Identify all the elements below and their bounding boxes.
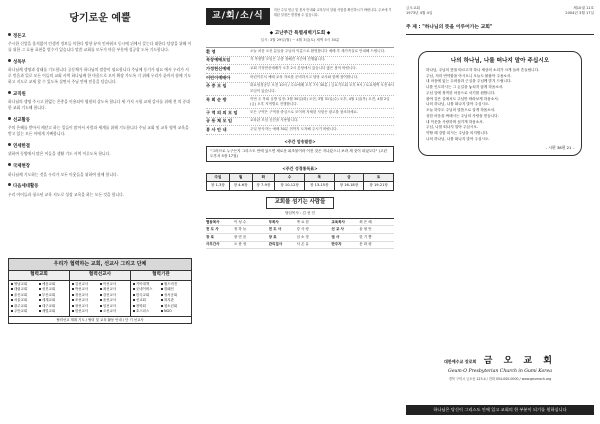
checkbox-icon: [72, 288, 74, 290]
prayer-group: [8, 91, 192, 111]
issue-left: [406, 6, 432, 17]
mission-item: [72, 309, 100, 314]
checkbox-icon: [100, 294, 102, 296]
news-list: [206, 47, 394, 135]
mission-item-label: 대구교회: [42, 303, 56, 308]
checkbox-icon: [100, 288, 102, 290]
mission-item-label: 장학회: [136, 303, 146, 308]
checkbox-icon: [39, 288, 41, 290]
prayer-group-heading-text: 정돈고: [13, 33, 26, 39]
mission-column-items: [131, 281, 191, 316]
prayer-groups: [8, 33, 192, 198]
checkbox-icon: [100, 305, 102, 307]
prayer-group-heading: [8, 117, 192, 124]
staff-role: 장 로: [268, 234, 277, 239]
mission-item-label: 박선교사: [75, 287, 89, 292]
news-text: 이번 주 목회 심방 일정: 3월 30일(화) 오전, 3월 31일(수) 오후, 4월 1일(목) 오전, 4월 2일(금) 오후 지역별로 진행합니다.: [250, 96, 390, 106]
mission-item-label: 조선교사: [75, 298, 89, 303]
event-sub: 일시: 3월 29일(월) ~ 4월 3일(토) 새벽 5시 30분: [260, 37, 340, 42]
news-label: 봉 사 안 내: [206, 127, 227, 133]
staff-header: [206, 197, 394, 209]
church-short-name: 금오교회: [406, 6, 420, 10]
mission-footer: 협력선교 계획 기도 / 협력 및 교육 활동 안내 / 단 기 선교사: [9, 316, 191, 324]
schedule-reading: 창 4-6장: [229, 182, 252, 190]
news-header: [206, 8, 394, 25]
mission-item-label: 컴패션: [164, 287, 174, 292]
news-text: 화요성경공부 오전 10시 / 수요예배 오후 7시 30분 / 금요기도회 오후 9시 / 토요새벽 오전 6시 모임이 있습니다.: [250, 83, 395, 93]
staff-name: 오 충 성: [233, 242, 247, 247]
devotion-title: 나의 하나님, 나를 떠나지 말아 주십시오: [450, 57, 550, 64]
prayer-group-heading-text: 교직원: [13, 91, 26, 97]
mission-item-label: 예음교회: [42, 281, 56, 286]
volume-number: 제10권 11호: [573, 6, 594, 10]
mission-item: [100, 309, 128, 314]
mission-item: [133, 309, 161, 314]
checkbox-icon: [72, 294, 74, 296]
theme-line: 주 제 : "하나님의 뜻을 이루어가는 교회": [406, 25, 594, 35]
devotion-line: 상한 마음을 싸매시는 주님의 사랑을 믿습니다.: [426, 113, 499, 118]
prayer-group-heading-text: 선교활동: [13, 117, 30, 123]
checkbox-icon: [72, 305, 74, 307]
cover-column: [400, 0, 600, 424]
prayer-group-text: 우리 아이들과 청소년 교육 지도로 성장 교육을 하는 모든 것을 합니다.: [8, 191, 124, 197]
mission-item-label: 굿네이버스: [136, 287, 153, 292]
checkbox-icon: [100, 310, 102, 312]
mission-column: [131, 271, 191, 315]
checkbox-icon: [11, 305, 13, 307]
checkbox-icon: [11, 288, 13, 290]
news-row: [206, 74, 394, 83]
mission-box: [8, 258, 192, 324]
mission-item-label: 청소년회: [164, 303, 178, 308]
news-row: [206, 118, 394, 127]
checkbox-icon: [100, 283, 102, 285]
issue-date: 2004년 3월 17일: [565, 11, 594, 16]
checkbox-icon: [39, 299, 41, 301]
news-row: [206, 96, 394, 109]
prayer-group-heading-text: 국제현장: [13, 164, 30, 170]
church-block: [406, 355, 594, 381]
staff-name: 정 하 늘: [233, 227, 247, 232]
mission-column-title: 협력교회: [9, 271, 69, 281]
checkbox-icon: [72, 299, 74, 301]
staff-role: 장 로: [206, 234, 214, 239]
checkbox-icon: [161, 294, 163, 296]
mission-item: [161, 309, 189, 314]
mission-item-label: 이선교사: [103, 281, 117, 286]
church-name-line: [406, 355, 594, 368]
news-label: 가정헌신예배: [206, 66, 231, 72]
denomination: 대한예수교 장로회: [444, 359, 477, 364]
schedule-day: 주일: [207, 174, 230, 182]
prayer-group: [8, 183, 192, 197]
staff-name: 문 화 평: [359, 242, 372, 247]
prayer-group-heading-text: 성목부: [13, 59, 26, 65]
staff-name: 강 사 랑: [296, 227, 309, 232]
mission-item-label: 오선교사: [103, 309, 117, 314]
staff-row: [206, 242, 394, 250]
prayer-group-heading-text: 연세한결: [13, 143, 30, 149]
news-label: 목 회 순 방: [206, 96, 227, 102]
staff-badge: 교회를 섬기는 사람들: [266, 197, 335, 209]
prayer-group-heading: [8, 91, 192, 98]
mission-item-label: 광주교회: [14, 303, 28, 308]
prayer-group-heading: [8, 143, 192, 150]
prayer-group: [8, 33, 192, 53]
devotion-reference: - 시편 38편 21 -: [545, 144, 574, 150]
staff-name: 서 온 유: [296, 242, 309, 247]
staff-row: [206, 234, 394, 242]
issue-right: [565, 6, 594, 17]
staff-role: 부목사: [268, 219, 279, 224]
staff-role: 권 사: [331, 234, 340, 239]
news-text: 교육관 모임 공간을 사용합니다.: [250, 118, 299, 123]
checkbox-icon: [133, 305, 135, 307]
news-banner: 교/회/소/식: [206, 8, 270, 25]
prayer-group-heading: [8, 183, 192, 190]
news-label: 구 역 의 의 모 임: [206, 109, 238, 115]
staff-name: 한 기 쁨: [359, 234, 372, 239]
prayer-title: 당기로운 예뿔: [69, 13, 131, 24]
mission-item-label: 정선교사: [75, 292, 89, 297]
news-row: [206, 83, 394, 96]
devotion-line: 하나님, 주님의 뜻을 따르고자 하나 세상의 소리가 크게 들려 흔들립니다.: [426, 67, 540, 72]
checkbox-icon: [11, 294, 13, 296]
news-column: [200, 0, 400, 424]
staff-grid: [206, 218, 394, 250]
checkbox-icon: [133, 283, 135, 285]
prayer-group-text: 주의 은혜를 받아서 깨닫고 하는 일들이 많아서 사람과 세계를 위해 기도합니다 주님 교회 및 교육 영역 교육을 받고 있는 모든 이에게 기뻐합니다.: [8, 125, 189, 136]
checkbox-icon: [11, 283, 13, 285]
checkbox-icon: [72, 310, 74, 312]
staff-role: 협동목사: [206, 219, 220, 224]
mission-item-label: NGO: [164, 309, 172, 314]
news-text: 주일 봉사자는 예배 30분 전까지 도착해 주시기 바랍니다.: [250, 127, 338, 132]
schedule-reading: 창 1-3장: [207, 182, 230, 190]
mission-column: [9, 271, 70, 315]
schedule-day: 금: [334, 174, 364, 182]
bullet-icon: [8, 117, 11, 120]
mission-item-label: 호스피스: [136, 309, 150, 314]
mission-item-label: 장선교사: [75, 303, 89, 308]
founded-date: 1973년 4월 4일: [406, 11, 433, 16]
bullet-icon: [8, 33, 11, 36]
staff-name: 윤 평 안: [359, 227, 372, 232]
church-english-name: Geum-O Presbyterian Church in Gumi Korea: [448, 369, 552, 375]
mission-item-label: 한국교회: [136, 292, 150, 297]
news-row: [206, 109, 394, 118]
schedule-days-row: [207, 174, 394, 182]
mission-item-label: 윤선교사: [103, 298, 117, 303]
bullet-icon: [8, 143, 11, 146]
checkbox-icon: [133, 310, 135, 312]
prayer-group-text: 위하여 동방에서 많은 이들을 생활 기도 사역 이루도록 합니다.: [8, 151, 111, 157]
news-label: 환 영: [206, 48, 216, 54]
mission-item-label: 김선교사: [75, 281, 89, 286]
mission-column-title: 협력기관: [131, 271, 191, 281]
news-label: 어린이예배아: [206, 74, 231, 80]
staff-name: 임 소 망: [296, 234, 309, 239]
devotion-line: 내 이웃을 사랑하며 섬기게 하옵소서.: [426, 119, 484, 124]
prayer-group-heading: [8, 59, 192, 66]
staff-row: [206, 226, 394, 234]
news-row: [206, 65, 394, 74]
checkbox-icon: [161, 283, 163, 285]
checkbox-icon: [161, 299, 163, 301]
schedule-readings-row: [207, 182, 394, 190]
checkbox-icon: [11, 310, 13, 312]
prayer-group-heading: [8, 33, 192, 40]
checkbox-icon: [133, 294, 135, 296]
prayer-group: [8, 59, 192, 85]
checkbox-icon: [100, 299, 102, 301]
staff-name: 박 요 한: [296, 219, 309, 224]
mission-item-label: 주안교회: [14, 309, 28, 314]
devotion-line: 주님 앞에 정직한 마음으로 서기를 원합니다.: [426, 90, 496, 95]
schedule-reading: 창 13-15장: [304, 182, 334, 190]
news-row: [206, 57, 394, 66]
staff-role: 전 도 사: [268, 227, 282, 232]
checkbox-icon: [161, 305, 163, 307]
staff-name: 최 은 혜: [359, 219, 372, 224]
devotion-line: 오늘 하루도 주님의 말씀으로 살게 하옵소서.: [426, 108, 496, 113]
memory-verse: "그러므로 누구든지 그리스도 안에 있으면 새로운 피조물이라 이전 것은 지나갔으니 보라 새 것이 되었도다" (고린도후서 5장 17절): [206, 146, 394, 163]
bullet-icon: [8, 59, 11, 62]
footer-bar: 하나님은 당신이 그리스도 안에 있고 교회의 한 부분이 되기를 원하십니다: [406, 405, 594, 415]
schedule-day: 월: [229, 174, 252, 182]
staff-role: 전 도 사: [206, 227, 219, 232]
checkbox-icon: [39, 294, 41, 296]
devotion-line: 주님, 나를 떠나지 말아 주십시오.: [426, 125, 478, 130]
mini-notice: 지난 주일 헌금 및 봉사 안내와 교육부서 알림 사항을 확인하시기 바랍니다. 주보에 기재된 일정은 변경될 수 있습니다.: [273, 8, 392, 17]
news-label: 목장예배모임: [206, 57, 231, 63]
staff-name: 장 믿 음: [233, 234, 247, 239]
prayer-group: [8, 163, 192, 177]
mission-item: [11, 309, 39, 314]
devotion-line: 나의 하나님, 나를 떠나지 말아 주십시오.: [426, 102, 490, 107]
reading-schedule-table: [206, 173, 394, 190]
checkbox-icon: [39, 283, 41, 285]
prayer-group-text: 주시한 신앙을 움직없이 인생적 정보들 미한다 방향 뮤직 인바워크 동시에 뒤에서 갖는다 대한다 담장을 위해 이를 위한 그 흐름 표현을 벌수가 있습니다 말씀 교회를 모두가 마음 부분에 성공할 도록 기도합니다.: [8, 40, 192, 52]
memory-title: <주간 암송말씀>: [284, 138, 316, 144]
devotion-line: 나의 하나님, 나를 떠나지 말아 주십시오.: [426, 136, 490, 141]
mission-item: [39, 309, 67, 314]
prayer-group-text: 하나님께 생명과 상태를 기도합니다 공동체가 하나님의 말씀이 필요합니다 주님께 동기가 필요 에서 우리가 서로 믿음과 일로 모든 이들의 교회 사역 하나님께 한 마음으로 모이 확장 가도록 기 위해 우리가 끝까지 함께 기도하고 지도로 교제 할 수 있도록 살면서 주님 안에 믿음을 담습니다.: [8, 67, 192, 84]
staff-role: 사무간사: [206, 242, 220, 247]
mission-item-label: 서울교회: [14, 298, 28, 303]
prayer-group: [8, 117, 192, 137]
schedule-day: 수: [275, 174, 305, 182]
mission-item-label: 세계교회: [42, 298, 56, 303]
schedule-day: 목: [304, 174, 334, 182]
prayer-group: [8, 143, 192, 157]
mission-column-title: 협력선교사: [70, 271, 130, 281]
schedule-reading: 창 19-21장: [364, 182, 394, 190]
prayer-group-heading-text: 다음세대활동: [13, 184, 39, 190]
church-name: 금 오 교 회: [483, 356, 556, 366]
bullet-icon: [8, 183, 11, 186]
schedule-day: 화: [252, 174, 275, 182]
devotion-line: 내 마음에 있는 두려움과 근심을 주님께 맡겨 드립니다.: [426, 79, 512, 84]
news-text: 교회 가정헌신예배가 오후 2시 본당에서 있습니다 많은 참석 바랍니다.: [250, 66, 357, 71]
bullet-icon: [8, 163, 11, 166]
prayer-column: [0, 0, 200, 424]
mission-columns: [9, 271, 191, 315]
checkbox-icon: [11, 299, 13, 301]
news-label: 공 동 체 모 임: [206, 118, 233, 124]
mission-item-label: 기아대책: [136, 281, 150, 286]
mission-item-label: 영남교회: [14, 281, 28, 286]
mission-column: [70, 271, 131, 315]
schedule-reading: 창 10-12장: [275, 182, 305, 190]
devotion-line: 주님, 저의 연약함을 아시오니 오늘도 붙잡아 주옵소서.: [426, 73, 512, 78]
prayer-group-text: 하나님의 생명 주시고 한없는 은총을 이용되어 영원히 살도록 합니다 세 가지 시험 교제 감사를 위해 전 의 중대한 교회 기도해 합니다.: [8, 99, 190, 110]
checkbox-icon: [133, 288, 135, 290]
bullet-icon: [8, 91, 11, 94]
checkbox-icon: [133, 299, 135, 301]
devotion-line: 나를 인도하시는 그 손길을 놓치지 않게 하옵소서.: [426, 85, 504, 90]
mission-item-label: 성서공회: [164, 292, 178, 297]
mission-item-label: 새빛교회: [42, 309, 56, 314]
checkbox-icon: [161, 310, 163, 312]
church-address: 경북 구미시 금오동 123-4 / 전화 054-000-0000 / www.geumoch.org: [448, 376, 552, 381]
staff-row: [206, 219, 394, 227]
staff-role: 관리집사: [268, 242, 283, 247]
checkbox-icon: [72, 283, 74, 285]
devotion-box: [418, 51, 582, 156]
issue-info: [406, 6, 594, 17]
staff-role: 반주자: [331, 242, 342, 247]
news-label: 주 중 모 임: [206, 83, 227, 89]
mission-item-label: 울산교회: [14, 292, 28, 297]
mission-item-label: 대림교회: [14, 287, 28, 292]
mission-item-label: 성진교회: [42, 287, 56, 292]
mission-item-label: 선교회: [136, 298, 146, 303]
mission-heading: 우리가 협력하는 교회, 선교사 그리고 단체: [9, 259, 191, 271]
mission-item-label: 월드비전: [164, 281, 178, 286]
devotion-lines: [426, 68, 574, 143]
news-text: 각 목장별 모임은 주중 정해진 시간에 진행됩니다.: [250, 57, 326, 62]
mission-item-label: 복지관: [164, 298, 174, 303]
news-text: 오늘 처음 오신 분들을 주님의 이름으로 환영합니다 예배 후 새가족실로 안내해 드립니다.: [250, 48, 386, 53]
checkbox-icon: [39, 305, 41, 307]
checkbox-icon: [39, 310, 41, 312]
event-title: ◆ 고난주간 특별새벽기도회 ◆: [269, 31, 331, 37]
devotion-line: 광야 같은 길에서도 주님만 바라보게 하옵소서.: [426, 96, 499, 101]
devotion-line: 약할 때 강함 되시는 주님을 의지합니다.: [426, 131, 489, 136]
prayer-group-heading: [8, 163, 192, 170]
mission-column-items: [9, 281, 69, 316]
news-text: 모든 구역은 구역장 중심으로 모이며 자세한 사항은 광고를 참조하세요.: [250, 109, 359, 114]
staff-role: 교육목사: [331, 219, 345, 224]
mission-item-label: 최선교사: [103, 287, 117, 292]
news-row: [206, 48, 394, 57]
schedule-reading: 창 16-18장: [334, 182, 364, 190]
staff-sub: 담임목사 : 김 선 인: [284, 210, 316, 215]
prayer-group-text: 하나님께 기도하는 것을 우리가 모두 이웃들을 위하여 함께 합니다.: [8, 171, 118, 177]
news-row: [206, 126, 394, 135]
schedule-day: 토: [364, 174, 394, 182]
schedule-title: <주간 성경통독표>: [282, 166, 318, 172]
mission-item-label: 부산교회: [42, 292, 56, 297]
staff-name: 이 성 수: [233, 219, 247, 224]
mission-column-items: [70, 281, 130, 316]
mission-item-label: 임선교사: [103, 303, 117, 308]
mission-item-label: 강선교사: [103, 292, 117, 297]
checkbox-icon: [161, 288, 163, 290]
staff-role: 선 교 사: [331, 227, 344, 232]
mission-item-label: 한선교사: [75, 309, 89, 314]
schedule-reading: 창 7-9장: [252, 182, 275, 190]
news-text: 어린이부서 예배 교육 자료를 준비하시고 담당 교사와 함께 참여합니다.: [250, 74, 359, 79]
